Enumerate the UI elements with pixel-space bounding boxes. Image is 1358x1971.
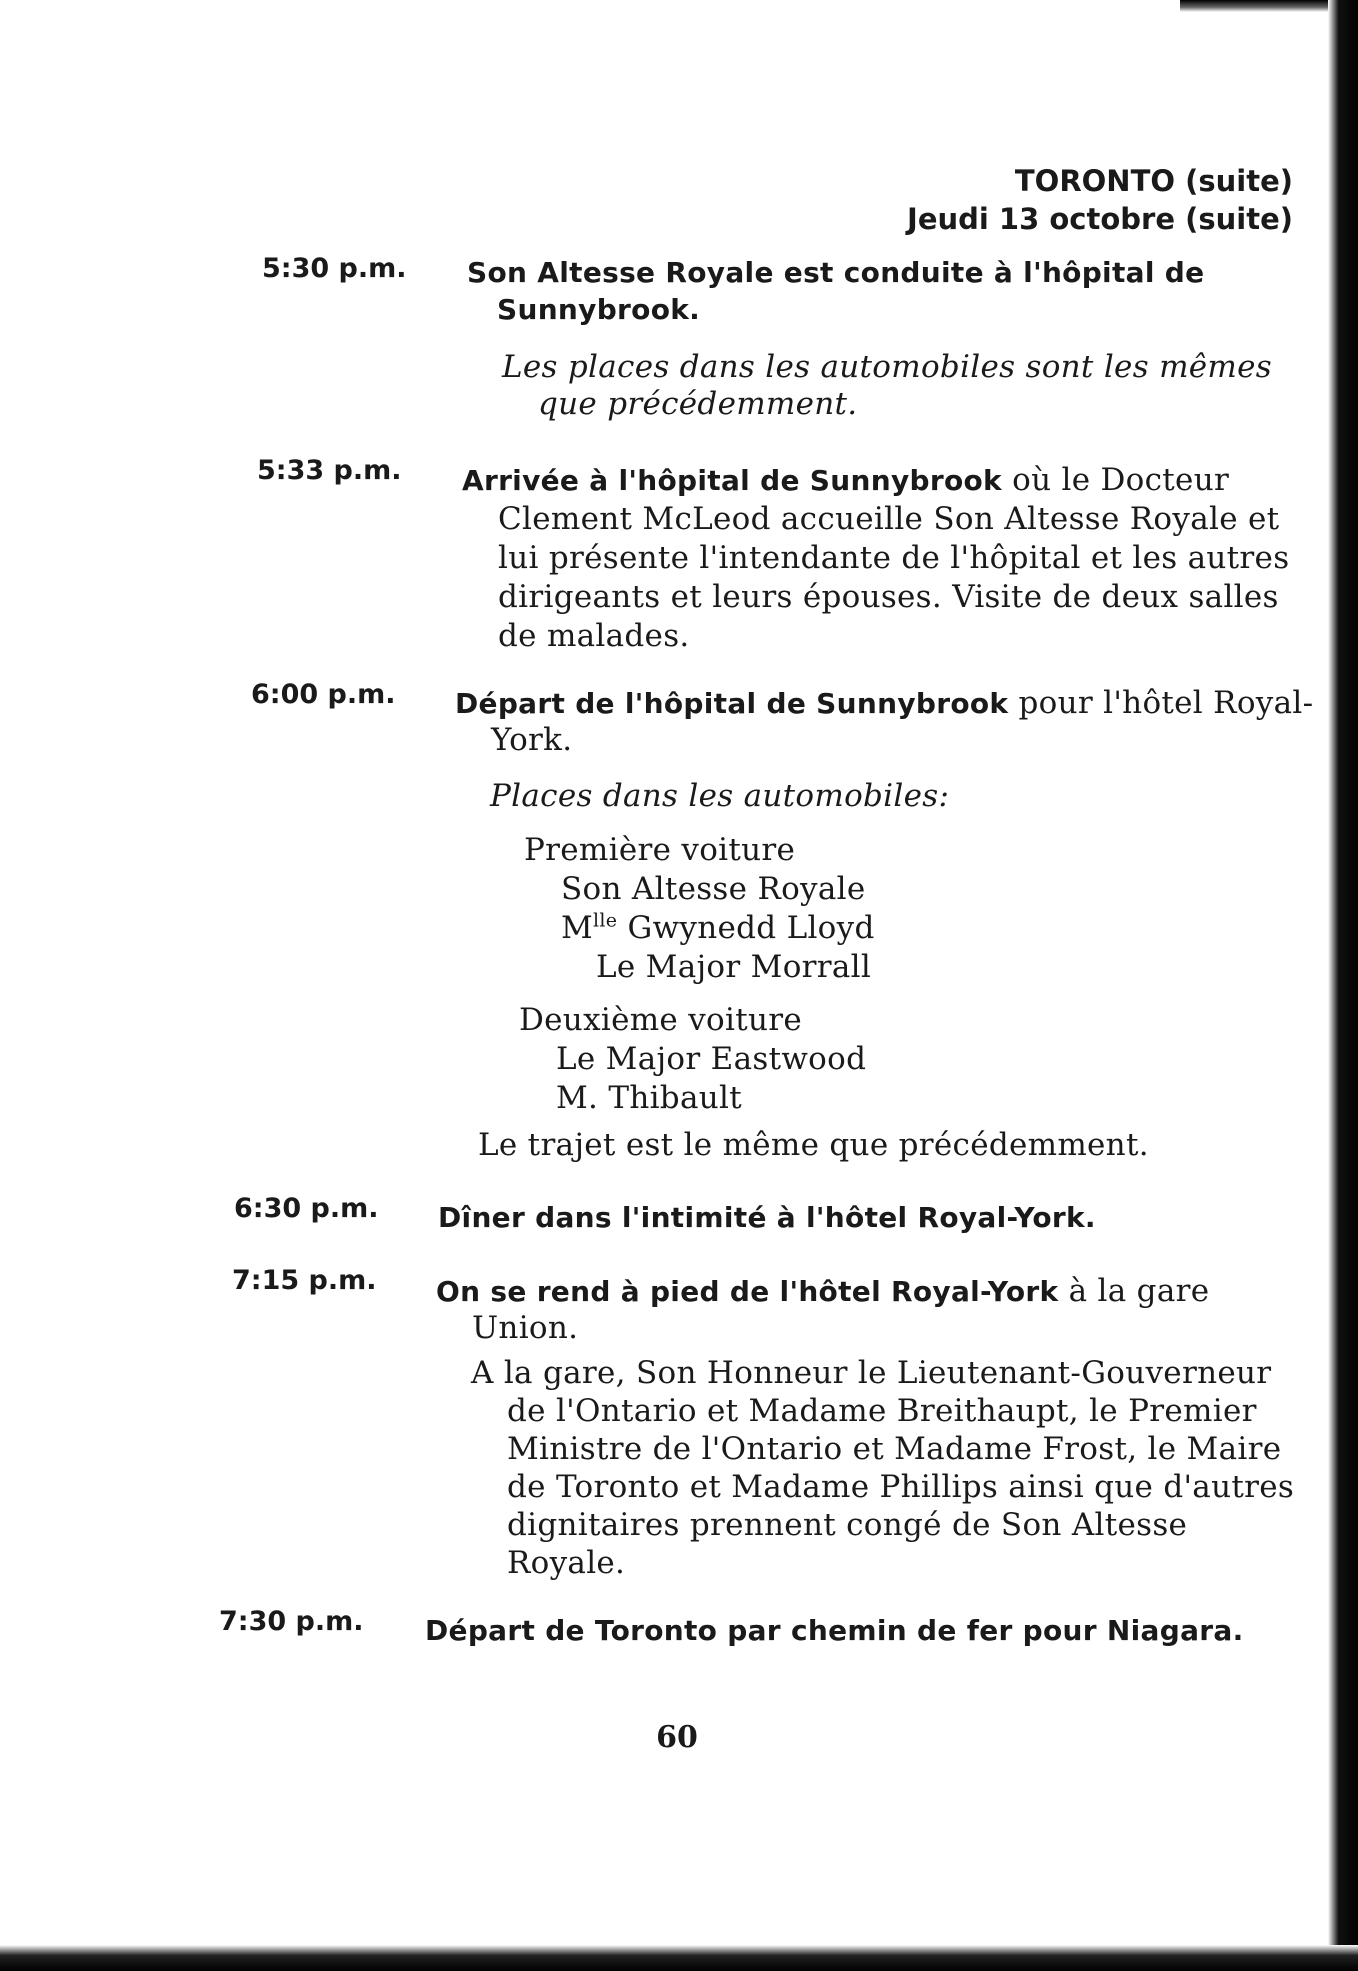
places-label: Places dans les automobiles:	[490, 778, 950, 814]
entry-main	[467, 254, 1323, 328]
entry-main: Départ de Toronto par chemin de fer pour Niagara.	[425, 1614, 1244, 1647]
honorific: M	[561, 910, 594, 946]
entry-main-bold: On se rend à pied de l'hôtel Royal-York	[436, 1275, 1059, 1308]
page-number: 60	[656, 1720, 698, 1755]
entry-time: 6:30 p.m.	[234, 1193, 379, 1224]
page-edge-bottom	[0, 1945, 1358, 1971]
entry-main-rest: à la gare Union.	[472, 1273, 1210, 1346]
entry-time: 7:30 p.m.	[219, 1606, 364, 1637]
entry-main-rest: où le Docteur Clement McLeod accueille Son Altesse Royale et lui présente l'intendante de l'hôpital et les autres dirigeants et leurs épouses. Visite de deux salles de malades.	[498, 462, 1290, 654]
entry-note: A la gare, Son Honneur le Lieutenant-Gouverneur de l'Ontario et Madame Breithaupt, le Premier Ministre de l'Ontario et Madame Frost, le Maire de Toronto et Madame Phillips ainsi que d'autres dignitaires prennent congé de Son Altesse Royale.	[471, 1355, 1295, 1581]
car2-passenger: M. Thibault	[556, 1080, 742, 1116]
car1-passenger: Le Major Morrall	[596, 949, 872, 985]
entry-main	[455, 685, 1321, 759]
entry-main: Dîner dans l'intimité à l'hôtel Royal-York.	[438, 1201, 1096, 1234]
entry-time: 7:15 p.m.	[232, 1265, 377, 1296]
entry-main-bold: Son Altesse Royale est conduite à l'hôpital de Sunnybrook.	[467, 256, 1205, 326]
passenger-name: Gwynedd Lloyd	[617, 910, 875, 946]
entry-main	[462, 461, 1324, 656]
car2-passenger: Le Major Eastwood	[556, 1041, 867, 1077]
section-header-date: Jeudi 13 octobre (suite)	[907, 202, 1293, 236]
entry-main-bold: Départ de l'hôpital de Sunnybrook	[455, 687, 1009, 720]
section-header-city: TORONTO (suite)	[1014, 164, 1293, 198]
honorific-sup: lle	[593, 909, 618, 932]
entry-main	[436, 1273, 1302, 1347]
car1-passenger: Son Altesse Royale	[561, 871, 866, 907]
route-note: Le trajet est le même que précédemment.	[478, 1127, 1149, 1163]
entry-note: Les places dans les automobiles sont les mêmes que précédemment.	[502, 349, 1272, 422]
car1-title: Première voiture	[524, 832, 796, 868]
entry-time: 6:00 p.m.	[251, 679, 396, 710]
page-edge-right	[1328, 0, 1358, 1971]
entry-time: 5:30 p.m.	[262, 253, 407, 284]
car2-title: Deuxième voiture	[519, 1002, 802, 1038]
entry-time: 5:33 p.m.	[257, 455, 402, 486]
entry-main-bold: Arrivée à l'hôpital de Sunnybrook	[462, 464, 1002, 497]
car1-passenger	[561, 910, 875, 947]
entry-main-rest: pour l'hôtel Royal-York.	[491, 685, 1314, 758]
